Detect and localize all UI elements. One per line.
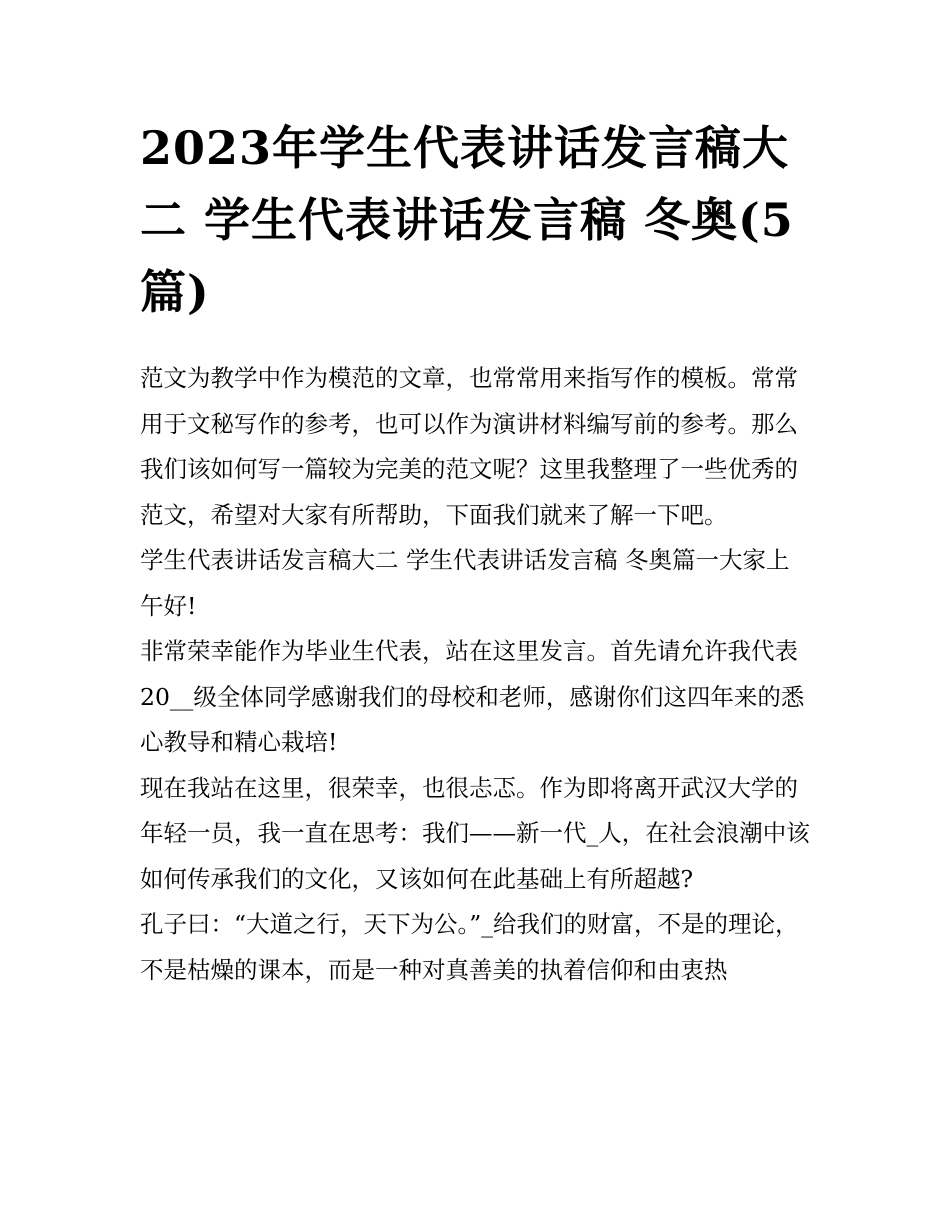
paragraph-intro: 范文为教学中作为模范的文章，也常常用来指写作的模板。常常用于文秘写作的参考，也可以作为演讲材料编写前的参考。那么我们该如何写一篇较为完美的范文呢？这里我整理了一些优秀的范文，希望对大家有所帮助，下面我们就来了解一下吧。: [140, 364, 798, 529]
document-title: 2023年学生代表讲话发言稿大二 学生代表讲话发言稿 冬奥(5篇): [140, 121, 794, 319]
paragraph-quote: 孔子曰：“大道之行，天下为公。”_给我们的财富，不是的理论，不是枯燥的课本，而是一种对真善美的执着信仰和由衷热: [140, 910, 799, 984]
document-body: [140, 356, 812, 993]
paragraph-greeting: 学生代表讲话发言稿大二 学生代表讲话发言稿 冬奥篇一大家上午好!: [140, 546, 790, 620]
paragraph-thanks: 非常荣幸能作为毕业生代表，站在这里发言。首先请允许我代表20__级全体同学感谢我们的母校和老师，感谢你们这四年来的悉心教导和精心栽培!: [140, 637, 805, 756]
paragraph-reflection: 现在我站在这里，很荣幸，也很忐忑。作为即将离开武汉大学的年轻一员，我一直在思考：我们——新一代_人，在社会浪潮中该如何传承我们的文化，又该如何在此基础上有所超越?: [140, 773, 810, 893]
